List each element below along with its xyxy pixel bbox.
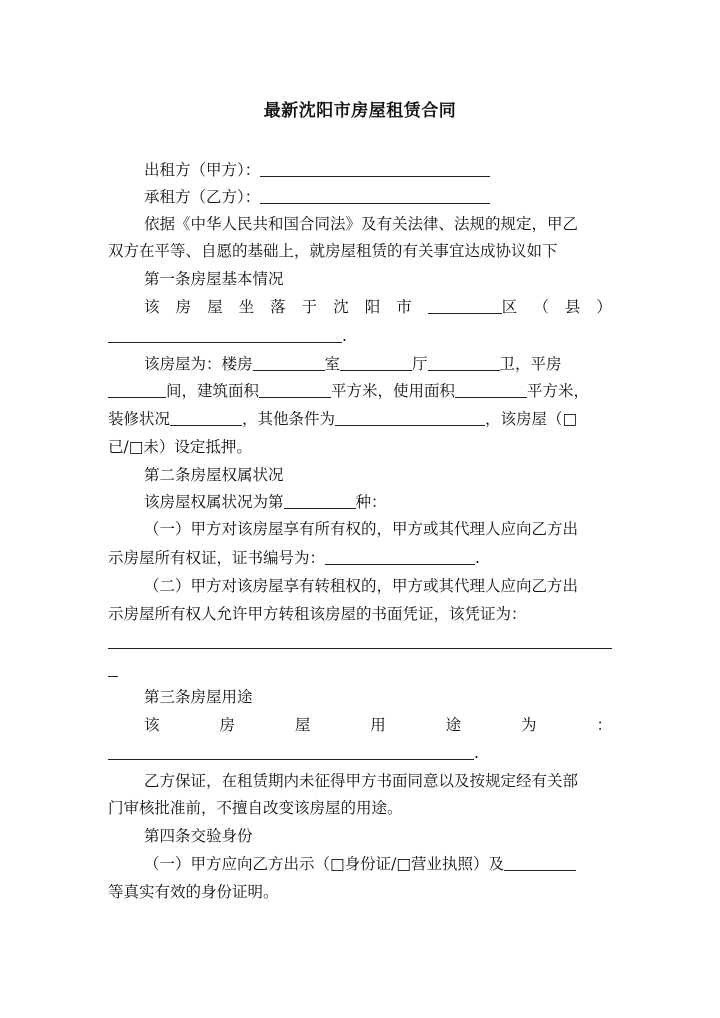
paren-open: （ [533, 298, 549, 316]
lessor-label: 出租方（甲方）： [144, 161, 261, 179]
purpose-char: 房 [219, 716, 235, 734]
house-lead: 该房屋为：楼房 [144, 355, 253, 373]
purpose-char: 为 [521, 716, 537, 734]
intro-line-2: 双方在平等、自愿的基础上，就房屋租赁的有关事宜达成协议如下 [108, 242, 558, 260]
room-blank[interactable] [253, 354, 325, 371]
voucher-blank-tail [108, 659, 612, 681]
location-char: 于 [301, 298, 318, 316]
paren-close: ） [596, 298, 612, 316]
location-char: 沈 [333, 298, 349, 316]
decor-label: 装修状况 [108, 410, 171, 428]
purpose-char: ： [596, 716, 612, 734]
item2-line-1: （二）甲方对该房屋享有转租权的，甲方或其代理人应向乙方出 [144, 577, 579, 595]
ownership-type-line [144, 491, 612, 513]
county-label: 县 [564, 298, 581, 316]
purpose-char: 屋 [294, 716, 311, 734]
ownership-type-end: 种： [355, 493, 387, 511]
area2-blank[interactable] [455, 381, 527, 398]
guarantee-line-1: 乙方保证，在租赁期内未征得甲方书面同意以及按规定经有关部 [144, 772, 579, 790]
hall-blank[interactable] [340, 354, 412, 371]
identity-label: （一）甲方应向乙方出示（□身份证/□营业执照）及 [144, 855, 505, 873]
lessee-line [144, 186, 612, 208]
other-label: ，其他条件为 [242, 410, 336, 428]
location-char: 坐 [238, 298, 255, 316]
cert-label: 示房屋所有权证，证书编号为： [108, 549, 326, 567]
jian-label: 间，建筑面积 [166, 382, 260, 400]
location-char: 房 [175, 298, 192, 316]
lessee-label: 承租方（乙方）： [144, 188, 261, 206]
voucher-blank-end[interactable] [108, 660, 118, 677]
decor-blank[interactable] [170, 409, 242, 426]
other-blank[interactable] [335, 409, 485, 426]
item1-line-2 [108, 547, 612, 569]
purpose-blank-line [108, 742, 612, 764]
room-label: 室 [324, 355, 341, 373]
ownership-type-blank[interactable] [284, 492, 356, 509]
voucher-blank[interactable] [108, 632, 612, 649]
house-line-1 [144, 353, 612, 375]
jian-blank[interactable] [108, 381, 166, 398]
bath-blank[interactable] [428, 354, 500, 371]
period: . [475, 549, 480, 567]
purpose-line [144, 714, 612, 736]
identity-blank[interactable] [504, 854, 576, 871]
mortgage-label: ，该房屋（□ [485, 410, 578, 428]
house-line-3 [108, 408, 612, 430]
area1-blank[interactable] [259, 381, 331, 398]
purpose-char: 途 [445, 716, 462, 734]
location-char: 阳 [364, 298, 381, 316]
ownership-type-label: 该房屋权属状况为第 [144, 493, 284, 511]
location-char: 落 [270, 298, 286, 316]
article1-heading: 第一条房屋基本情况 [144, 270, 284, 288]
page-title: 最新沈阳市房屋租赁合同 [263, 101, 457, 121]
lessee-blank[interactable] [260, 187, 490, 204]
identity-line-2: 等真实有效的身份证明。 [108, 883, 279, 901]
item2-line-2: 示房屋所有权人允许甲方转租该房屋的书面凭证，该凭证为： [108, 605, 527, 623]
voucher-blank-line [108, 631, 612, 653]
article2-heading: 第二条房屋权属状况 [144, 466, 284, 484]
hall-label: 厅 [412, 355, 428, 373]
period: . [474, 744, 479, 762]
location-line-2 [108, 325, 612, 347]
identity-line-1 [144, 853, 612, 875]
location-char: 市 [396, 298, 412, 316]
location-char: 该 [144, 298, 160, 316]
item1-line-1: （一）甲方对该房屋享有所有权的，甲方或其代理人应向乙方出 [144, 520, 579, 538]
intro-line-1: 依据《中华人民共和国合同法》及有关法律、法规的规定，甲乙 [144, 215, 579, 233]
location-char: 屋 [207, 298, 223, 316]
article3-heading: 第三条房屋用途 [144, 688, 253, 706]
area1-label: 平方米，使用面积 [331, 382, 456, 400]
purpose-char: 用 [370, 716, 386, 734]
purpose-blank[interactable] [108, 743, 474, 760]
lessor-line [144, 159, 612, 181]
bath-label: 卫，平房 [499, 355, 562, 373]
location-blank[interactable] [108, 326, 342, 343]
house-line-2 [108, 380, 612, 402]
article4-heading: 第四条交验身份 [144, 827, 253, 845]
purpose-char: 该 [144, 716, 160, 734]
house-line-4: 已/□未）设定抵押。 [108, 438, 252, 456]
cert-number-blank[interactable] [325, 548, 475, 565]
guarantee-line-2: 门审核批准前，不擅自改变该房屋的用途。 [108, 799, 403, 817]
location-line [144, 296, 612, 318]
district-label: 区 [501, 298, 518, 316]
area2-label: 平方米， [527, 382, 590, 400]
lessor-blank[interactable] [260, 160, 490, 177]
district-blank[interactable] [428, 297, 502, 314]
period: . [342, 327, 347, 345]
